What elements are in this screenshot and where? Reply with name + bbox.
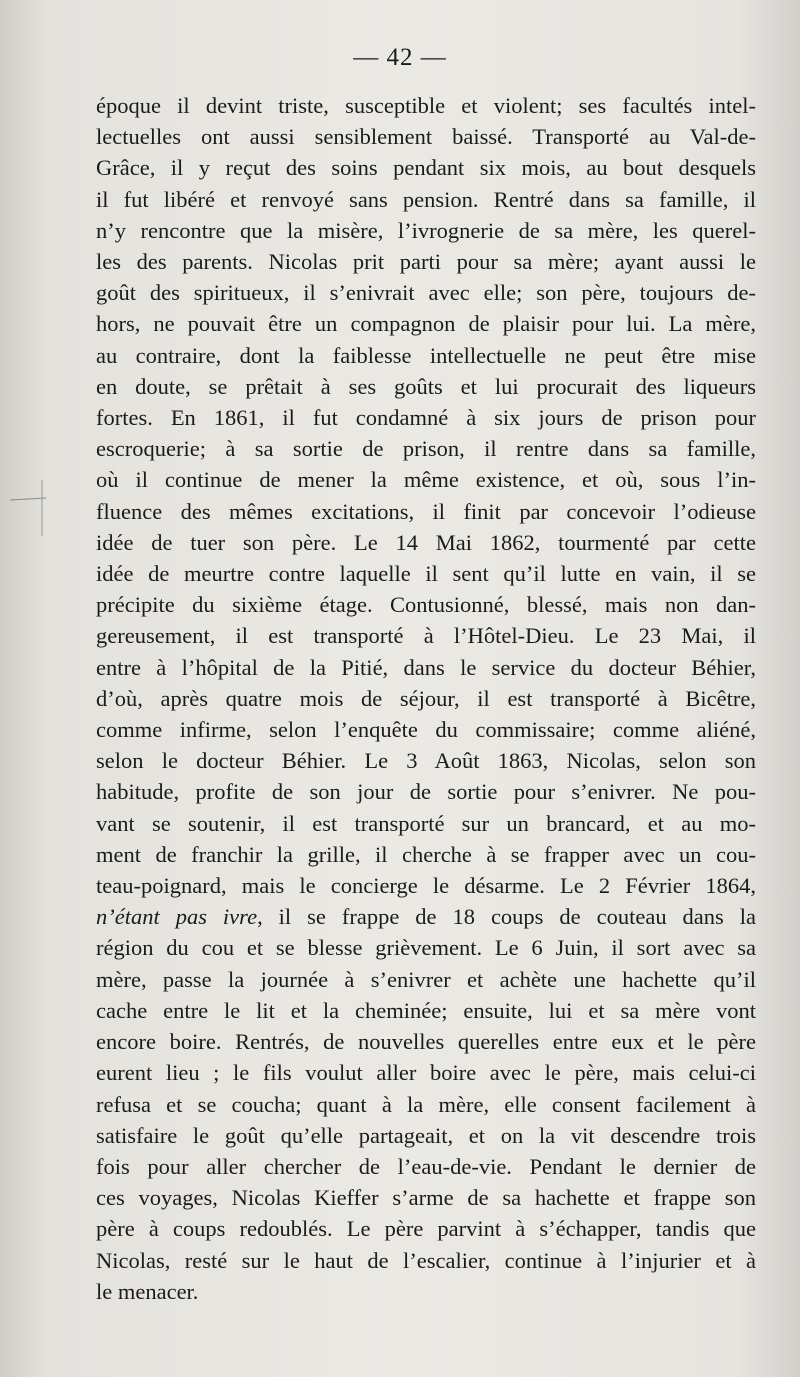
text-line: teau-poignard, mais le concierge le désarme. Le 2 Février 1864, [96,873,756,899]
text-line: précipite du sixième étage. Contusionné, blessé, mais non dan- [96,592,756,618]
text-line: comme infirme, selon l’enquête du commissaire; comme aliéné, [96,717,756,743]
text-line: fois pour aller chercher de l’eau-de-vie. Pendant le dernier de [96,1153,756,1179]
text-line: entre à l’hôpital de la Pitié, dans le service du docteur Béhier, [96,654,756,680]
text-line-italic [96,901,756,932]
text-line: encore boire. Rentrés, de nouvelles querelles entre eux et le père [96,1029,756,1055]
text-line: mère, passe la journée à s’enivrer et achète une hachette qu’il [96,966,756,992]
text-line: où il continue de mener la même existence, et où, sous l’in- [96,467,756,493]
text-line: région du cou et se blesse grièvement. Le 6 Juin, il sort avec sa [96,935,756,961]
text-fragment: , il se frappe de 18 coups de couteau dans la [257,904,756,930]
text-line: au contraire, dont la faiblesse intellectuelle ne peut être mise [96,342,756,368]
text-line: idée de tuer son père. Le 14 Mai 1862, tourmenté par cette [96,529,756,555]
text-line: hors, ne pouvait être un compagnon de plaisir pour lui. La mère, [96,311,756,337]
text-line: selon le docteur Béhier. Le 3 Août 1863, Nicolas, selon son [96,748,756,774]
text-line: en doute, se prêtait à ses goûts et lui procurait des liqueurs [96,373,756,399]
italic-phrase: n’étant pas ivre [96,904,258,930]
margin-pencil-mark [8,478,48,538]
text-line: refusa et se coucha; quant à la mère, elle consent facilement à [96,1091,756,1117]
text-line: fortes. En 1861, il fut condamné à six jours de prison pour [96,405,756,431]
text-line: Grâce, il y reçut des soins pendant six mois, au bout desquels [96,155,756,181]
text-line: eurent lieu ; le fils voulut aller boire avec le père, mais celui-ci [96,1060,756,1086]
text-line: père à coups redoublés. Le père parvint à s’échapper, tandis que [96,1216,756,1242]
text-line: ces voyages, Nicolas Kieffer s’arme de sa hachette et frappe son [96,1185,756,1211]
text-line: époque il devint triste, susceptible et violent; ses facultés intel- [96,93,756,118]
text-line: cache entre le lit et la cheminée; ensuite, lui et sa mère vont [96,997,756,1023]
body-text [96,90,756,1307]
text-line: escroquerie; à sa sortie de prison, il rentre dans sa famille, [96,436,756,462]
text-line: les des parents. Nicolas prit parti pour sa mère; ayant aussi le [96,249,756,275]
text-line: n’y rencontre que la misère, l’ivrognerie de sa mère, les querel- [96,217,756,243]
text-line: idée de meurtre contre laquelle il sent qu’il lutte en vain, il se [96,561,756,587]
text-line: ment de franchir la grille, il cherche à se frapper avec un cou- [96,841,756,867]
text-line: gereusement, il est transporté à l’Hôtel-Dieu. Le 23 Mai, il [96,623,756,649]
text-line: habitude, profite de son jour de sortie pour s’enivrer. Ne pou- [96,779,756,805]
text-line-last: le menacer. [96,1278,199,1304]
text-line: d’où, après quatre mois de séjour, il est transporté à Bicêtre, [96,685,756,711]
page-number-header: — 42 — [353,44,447,71]
text-line: satisfaire le goût qu’elle partageait, et on la vit descendre trois [96,1122,756,1148]
text-line: il fut libéré et renvoyé sans pension. Rentré dans sa famille, il [96,186,756,212]
text-line: Nicolas, resté sur le haut de l’escalier, continue à l’injurier et à [96,1247,756,1273]
text-line: goût des spiritueux, il s’enivrait avec elle; son père, toujours de- [96,280,756,306]
text-line: fluence des mêmes excitations, il finit par concevoir l’odieuse [96,498,756,524]
text-line: lectuelles ont aussi sensiblement baissé. Transporté au Val-de- [96,124,756,150]
text-line: vant se soutenir, il est transporté sur un brancard, et au mo- [96,810,756,836]
